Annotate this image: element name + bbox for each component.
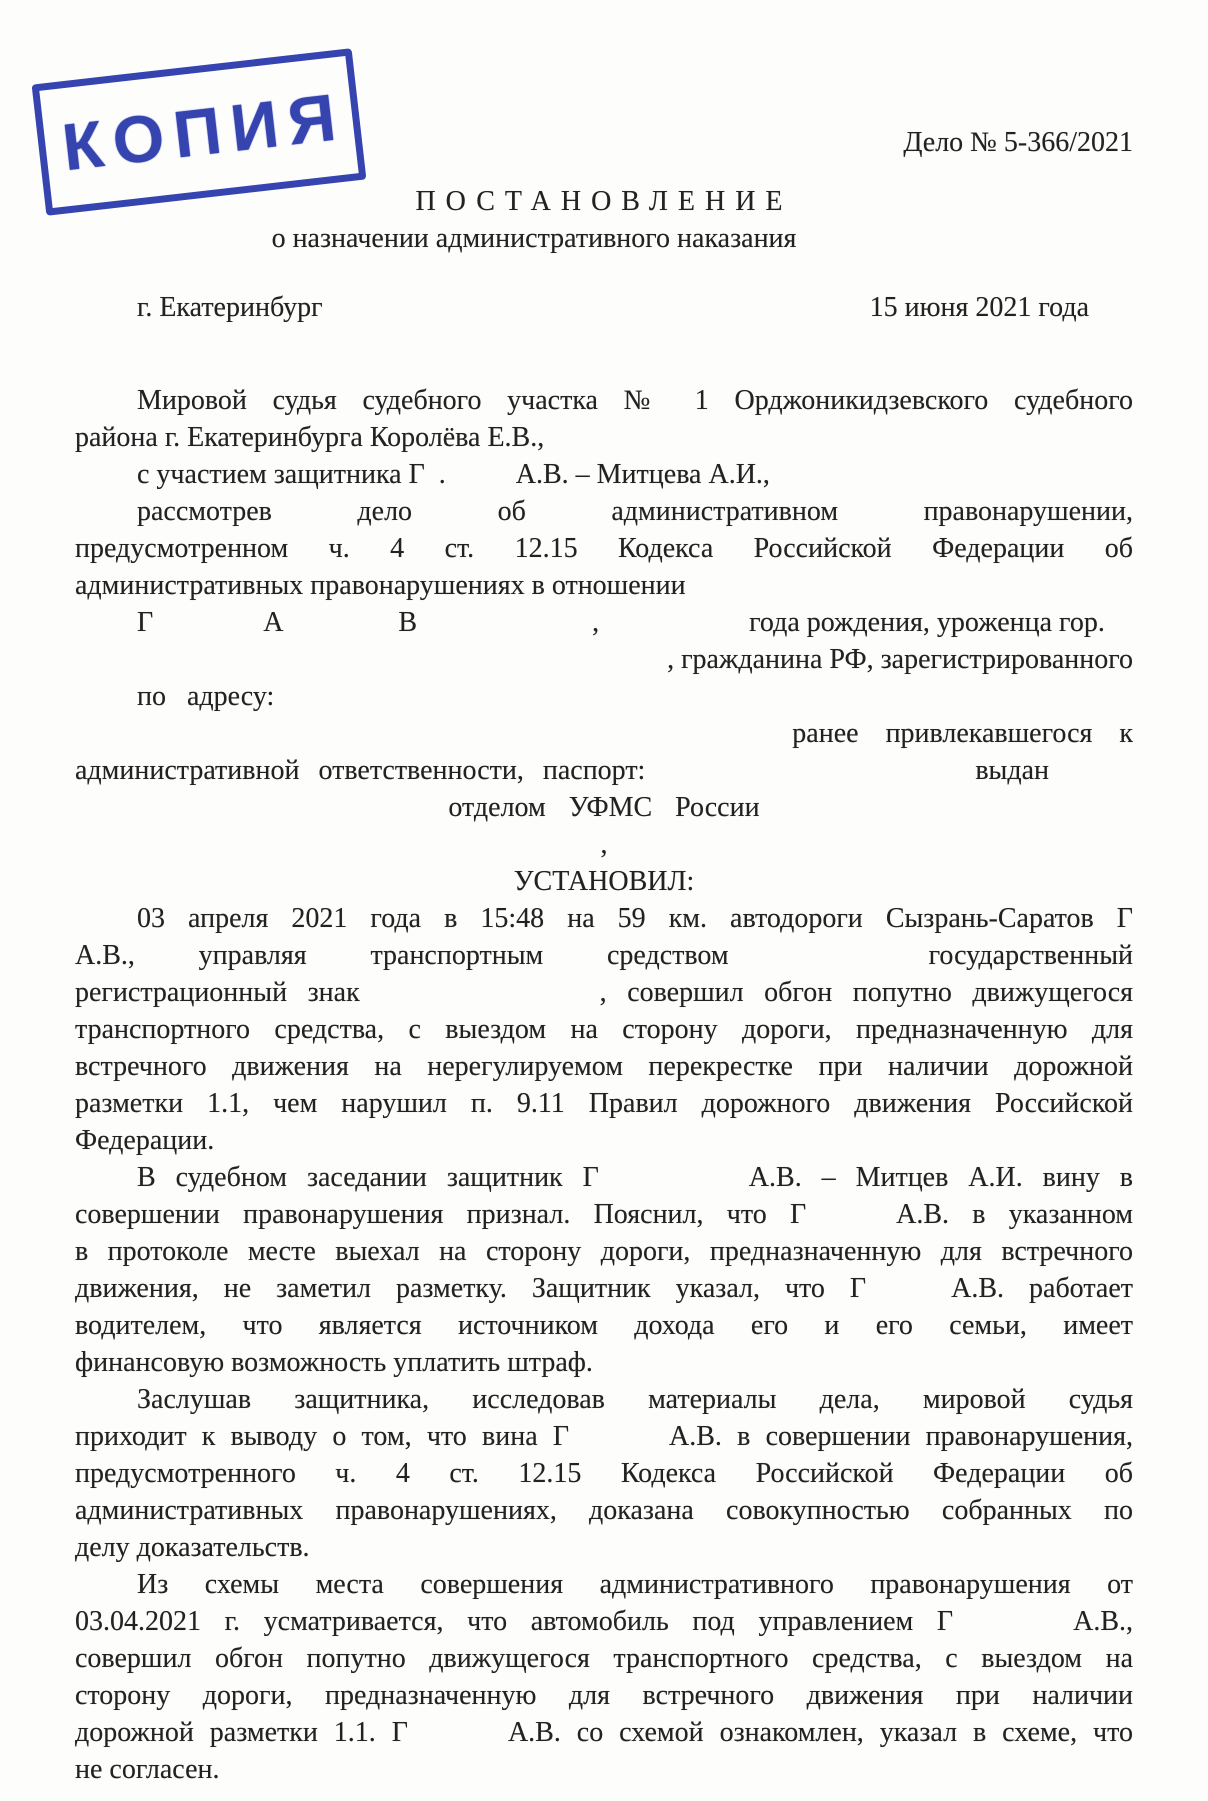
document-body bbox=[75, 382, 1133, 1788]
redaction-gap bbox=[599, 629, 749, 631]
text-segment: 03 апреля 2021 года в 15:48 на 59 км. автодороги Сызрань-Саратов Г bbox=[137, 903, 1133, 934]
text-segment: не согласен. bbox=[75, 1754, 220, 1785]
document-line bbox=[75, 1011, 1133, 1048]
text-segment: А.В. со схемой ознакомлен, указал в схеме, что bbox=[507, 1717, 1133, 1748]
document-line bbox=[75, 1714, 1133, 1751]
document-line bbox=[75, 419, 1133, 456]
document-line bbox=[75, 604, 1133, 641]
document-line bbox=[75, 900, 1133, 937]
text-segment: разметки 1.1, чем нарушил п. 9.11 Правил дорожного движения Российской bbox=[75, 1088, 1133, 1119]
document-line bbox=[75, 567, 1133, 604]
document-line bbox=[75, 974, 1133, 1011]
text-segment: встречного движения на нерегулируемом перекрестке при наличии дорожной bbox=[75, 1051, 1133, 1082]
text-segment: А bbox=[263, 607, 284, 638]
document-line bbox=[75, 752, 1133, 789]
document-line bbox=[75, 1640, 1133, 1677]
redaction-gap bbox=[953, 1628, 1073, 1630]
document-subtitle: о назначении административного наказания bbox=[271, 223, 797, 254]
text-segment: А.В. в совершении правонарушения, bbox=[669, 1421, 1133, 1452]
text-segment: административных правонарушениях, доказана совокупностью собранных по bbox=[75, 1495, 1133, 1526]
text-segment: , bbox=[592, 607, 600, 638]
redaction-gap bbox=[417, 629, 592, 631]
copy-stamp-label: КОПИЯ bbox=[58, 78, 350, 185]
text-segment: транспортного средства, с выездом на сторону дороги, предназначенную для bbox=[75, 1014, 1133, 1045]
document-line bbox=[75, 1492, 1133, 1529]
document-line bbox=[75, 1566, 1133, 1603]
text-segment: . bbox=[438, 459, 446, 490]
redaction-gap bbox=[729, 962, 929, 964]
city-label: г. Екатеринбург bbox=[137, 292, 323, 323]
place-date-row bbox=[75, 289, 1133, 326]
text-segment: 03.04.2021 г. усматривается, что автомобиль под управлением Г bbox=[75, 1606, 954, 1637]
text-segment: административных правонарушениях в отношении bbox=[75, 570, 686, 601]
document-line bbox=[75, 1381, 1133, 1418]
document-line bbox=[75, 1233, 1133, 1270]
text-segment: совершил обгон попутно движущегося транспортного средства, с выездом на bbox=[75, 1643, 1133, 1674]
text-segment: регистрационный знак bbox=[75, 977, 360, 1008]
text-segment: финансовую возможность уплатить штраф. bbox=[75, 1347, 593, 1378]
text-segment: Г bbox=[137, 607, 154, 638]
document-line bbox=[75, 1751, 1133, 1788]
document-line bbox=[75, 1159, 1133, 1196]
document-line bbox=[75, 641, 1133, 678]
document-line bbox=[75, 493, 1133, 530]
text-segment: А.В. – Митцева А.И., bbox=[515, 459, 770, 490]
document-line bbox=[75, 789, 1133, 826]
text-segment: государственный bbox=[928, 940, 1133, 971]
document-line bbox=[75, 1085, 1133, 1122]
text-segment: , bbox=[600, 829, 608, 860]
document-line bbox=[75, 1307, 1133, 1344]
text-segment: Мировой судья судебного участка № 1 Орджоникидзевского судебного bbox=[137, 385, 1133, 416]
redaction-gap bbox=[806, 1221, 896, 1223]
text-segment: в протоколе месте выехал на сторону дороги, предназначенную для встречного bbox=[75, 1236, 1133, 1267]
document-line bbox=[75, 937, 1133, 974]
text-segment: А.В. работает bbox=[951, 1273, 1133, 1304]
redaction-gap bbox=[360, 999, 600, 1001]
document-line bbox=[75, 1344, 1133, 1381]
redaction-gap bbox=[153, 629, 263, 631]
text-segment: , гражданина РФ, зарегистрированного bbox=[667, 644, 1133, 675]
text-segment: предусмотренного ч. 4 ст. 12.15 Кодекса Российской Федерации об bbox=[75, 1458, 1133, 1489]
text-segment: совершении правонарушения признал. Пояснил, что Г bbox=[75, 1199, 807, 1230]
text-segment: движения, не заметил разметку. Защитник указал, что Г bbox=[75, 1273, 867, 1304]
text-segment: года рождения, уроженца гор. bbox=[749, 607, 1105, 638]
redaction-gap bbox=[645, 777, 975, 779]
text-segment: ранее привлекавшегося к bbox=[792, 718, 1133, 749]
document-line bbox=[75, 1196, 1133, 1233]
text-segment: предусмотренном ч. 4 ст. 12.15 Кодекса Российской Федерации об bbox=[75, 533, 1133, 564]
text-segment: отделом УФМС России bbox=[448, 792, 760, 823]
text-segment: , совершил обгон попутно движущегося bbox=[599, 977, 1133, 1008]
text-segment: А.В. в указанном bbox=[896, 1199, 1133, 1230]
text-segment: А.В. – Митцев А.И. вину в bbox=[748, 1162, 1133, 1193]
text-segment: с участием защитника Г bbox=[137, 459, 425, 490]
document-line bbox=[75, 530, 1133, 567]
text-segment: рассмотрев дело об административном правонарушении, bbox=[137, 496, 1133, 527]
document-line bbox=[75, 382, 1133, 419]
redaction-gap bbox=[446, 481, 516, 483]
text-segment: административной ответственности, паспорт: bbox=[75, 755, 646, 786]
text-segment: Заслушав защитника, исследовав материалы дела, мировой судья bbox=[137, 1384, 1133, 1415]
text-segment: приходит к выводу о том, что вина Г bbox=[75, 1421, 570, 1452]
text-segment: А.В., управляя транспортным средством bbox=[75, 940, 729, 971]
redaction-gap bbox=[425, 481, 439, 483]
text-segment: Федерации. bbox=[75, 1125, 215, 1156]
document-line bbox=[75, 1677, 1133, 1714]
text-segment: А.В., bbox=[1073, 1606, 1133, 1637]
text-segment: Из схемы места совершения административного правонарушения от bbox=[137, 1569, 1133, 1600]
document-line bbox=[75, 715, 1133, 752]
text-segment: В судебном заседании защитник Г bbox=[137, 1162, 599, 1193]
document-line bbox=[75, 1418, 1133, 1455]
text-segment: УСТАНОВИЛ: bbox=[513, 866, 695, 897]
resolution-header bbox=[75, 863, 1133, 900]
text-segment: выдан bbox=[975, 755, 1050, 786]
comma-line bbox=[75, 826, 1133, 863]
redaction-gap bbox=[283, 629, 398, 631]
document-line bbox=[75, 1455, 1133, 1492]
case-number: Дело № 5-366/2021 bbox=[903, 127, 1133, 158]
document-line bbox=[75, 1270, 1133, 1307]
text-segment: водителем, что является источником дохода его и его семьи, имеет bbox=[75, 1310, 1133, 1341]
redaction-gap bbox=[599, 1184, 749, 1186]
text-segment: сторону дороги, предназначенную для встречного движения при наличии bbox=[75, 1680, 1133, 1711]
document-title: ПОСТАНОВЛЕНИЕ bbox=[415, 186, 793, 217]
document-line bbox=[75, 678, 1133, 715]
redaction-gap bbox=[569, 1443, 669, 1445]
text-segment: делу доказательств. bbox=[75, 1532, 310, 1563]
redaction-gap bbox=[866, 1295, 951, 1297]
redaction-gap bbox=[408, 1739, 508, 1741]
text-segment: дорожной разметки 1.1. Г bbox=[75, 1717, 408, 1748]
document-line bbox=[75, 1603, 1133, 1640]
text-segment: по адресу: bbox=[137, 681, 275, 712]
document-line bbox=[75, 1048, 1133, 1085]
date-label: 15 июня 2021 года bbox=[869, 292, 1089, 323]
document-line bbox=[75, 456, 1133, 493]
document-line bbox=[75, 1122, 1133, 1159]
text-segment: района г. Екатеринбурга Королёва Е.В., bbox=[75, 422, 545, 453]
document-line bbox=[75, 1529, 1133, 1566]
text-segment: В bbox=[398, 607, 418, 638]
